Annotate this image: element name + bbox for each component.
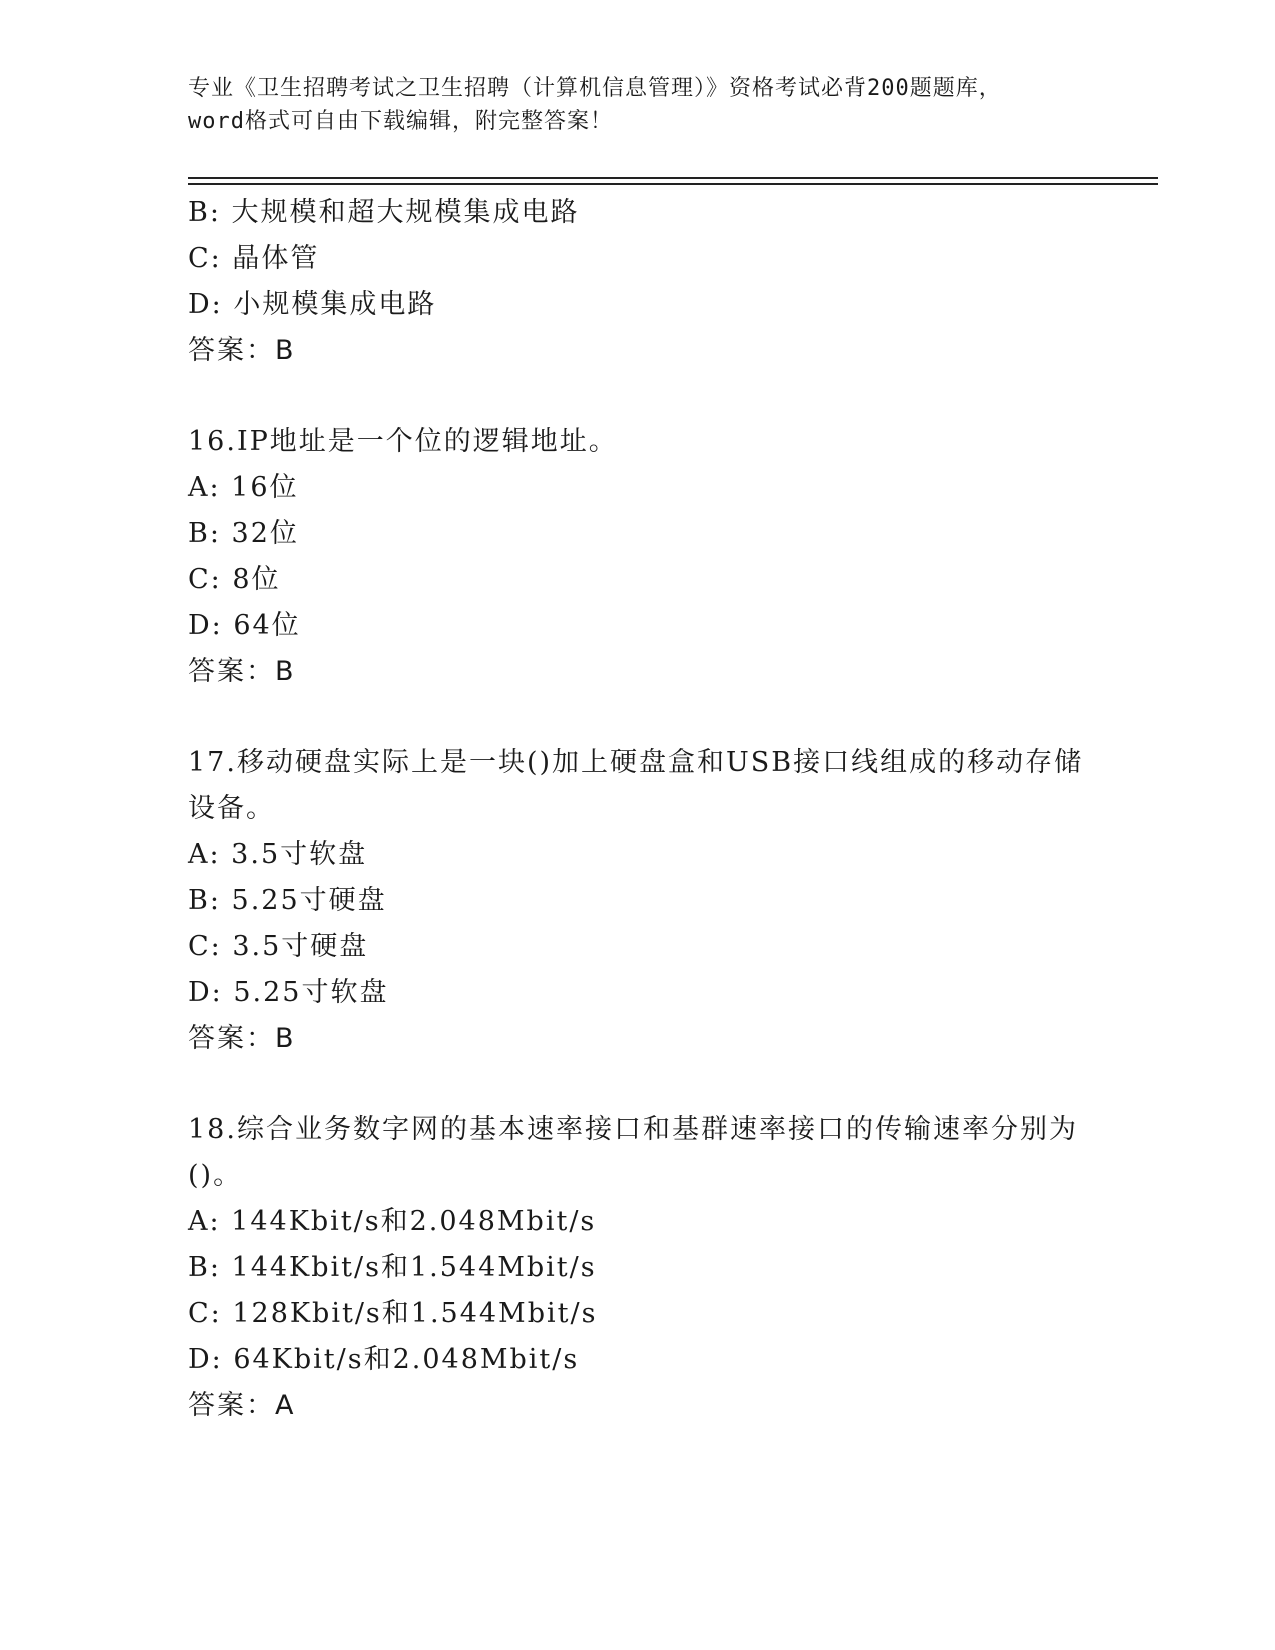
option-c: C: 8位 <box>188 564 281 595</box>
option-d: D: 64Kbit/s和2.048Mbit/s <box>188 1344 580 1375</box>
option-c: C: 3.5寸硬盘 <box>188 931 369 962</box>
option-a: A: 16位 <box>188 472 299 503</box>
option-b: B: 大规模和超大规模集成电路 <box>188 197 580 228</box>
header-divider-bottom <box>188 183 1158 185</box>
question-block-18 <box>188 1107 1088 1429</box>
question-stem: 18.综合业务数字网的基本速率接口和基群速率接口的传输速率分别为 <box>188 1114 1078 1145</box>
question-stem-continued: ()。 <box>188 1160 243 1191</box>
header-title-line1: 专业《卫生招聘考试之卫生招聘（计算机信息管理）》资格考试必背200题题库， <box>188 76 1002 101</box>
header-divider-top <box>188 177 1158 179</box>
answer-line: 答案：A <box>188 1390 296 1421</box>
option-d: D: 64位 <box>188 610 301 641</box>
answer-line: 答案：B <box>188 1023 296 1054</box>
option-b: B: 144Kbit/s和1.544Mbit/s <box>188 1252 597 1283</box>
question-block-16 <box>188 419 1088 695</box>
document-header <box>188 72 1088 138</box>
question-block-partial <box>188 190 1088 374</box>
question-stem-continued: 设备。 <box>188 793 275 824</box>
answer-line: 答案：B <box>188 335 296 366</box>
question-block-17 <box>188 740 1088 1062</box>
option-c: C: 晶体管 <box>188 243 320 274</box>
option-a: A: 3.5寸软盘 <box>188 839 368 870</box>
option-b: B: 32位 <box>188 518 299 549</box>
question-list <box>188 190 1088 1429</box>
option-a: A: 144Kbit/s和2.048Mbit/s <box>188 1206 597 1237</box>
option-d: D: 小规模集成电路 <box>188 289 437 320</box>
question-stem: 17.移动硬盘实际上是一块()加上硬盘盒和USB接口线组成的移动存储 <box>188 747 1084 778</box>
option-d: D: 5.25寸软盘 <box>188 977 389 1008</box>
option-b: B: 5.25寸硬盘 <box>188 885 387 916</box>
question-stem: 16.IP地址是一个位的逻辑地址。 <box>188 426 618 457</box>
option-c: C: 128Kbit/s和1.544Mbit/s <box>188 1298 598 1329</box>
answer-line: 答案：B <box>188 656 296 687</box>
header-title-line2: word格式可自由下载编辑，附完整答案！ <box>188 109 613 134</box>
